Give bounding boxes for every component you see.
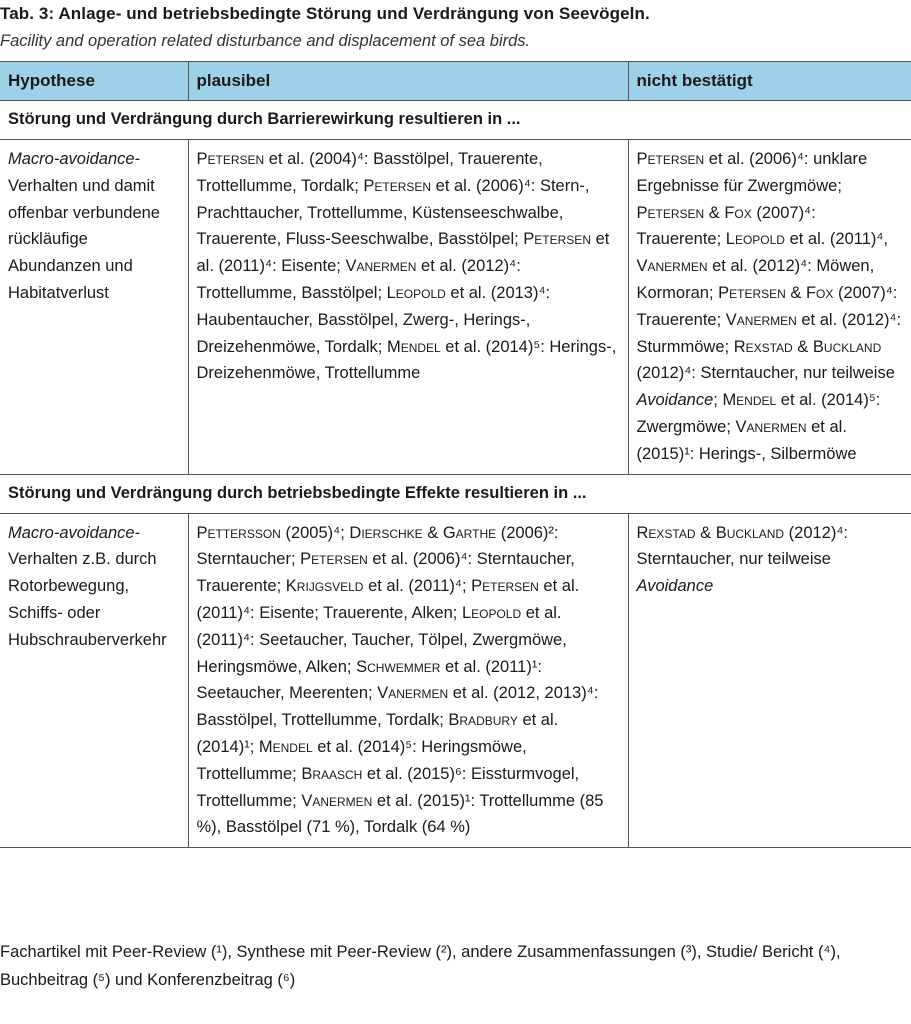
citation-author: Dierschke & Garthe: [349, 523, 497, 542]
citation-author: Rexstad & Buckland: [636, 523, 785, 542]
citation-author: Vanermen: [345, 257, 417, 276]
hypothesis-term: Macro-avoidance: [8, 150, 135, 168]
citation-text: et al. (2013)⁴: Haubentaucher, Basstölpel, Zwerg-, Herings-, Dreizehenmöwe, Tordalk;: [196, 283, 551, 356]
citation-text: et al. (2012)⁴: Möwen, Kormoran;: [636, 257, 875, 302]
citation-text: et al. (2011)⁴: Seetaucher, Taucher, Tölpel, Zwergmöwe, Heringsmöwe, Alken;: [196, 603, 567, 676]
citation-text: et al. (2011)⁴: Eisente; Trauerente, Alken;: [196, 577, 580, 622]
table-row: [0, 513, 911, 848]
citation-author: Pettersson: [196, 523, 281, 542]
table-row: [0, 140, 911, 475]
citation-author: Leopold: [461, 603, 522, 622]
citation-author: Petersen: [363, 176, 432, 195]
citation-text: et al. (2014)⁵: Zwergmöwe;: [636, 391, 881, 436]
citation-author: Petersen: [471, 577, 539, 596]
hypothesis-cell: [0, 513, 188, 848]
citation-author: Petersen: [636, 150, 705, 168]
citation-author: Petersen: [300, 550, 368, 569]
citation-author: Vanermen: [301, 791, 373, 810]
table-title: Tab. 3: Anlage- und betriebsbedingte Störung und Verdrängung von Seevögeln.: [0, 4, 650, 23]
nicht-bestaetigt-cell: [628, 513, 911, 848]
citation-author: Petersen: [523, 230, 591, 249]
nicht-bestaetigt-cell: [628, 140, 911, 475]
citation-author: Mendel: [258, 737, 313, 756]
plausibel-cell: [188, 140, 628, 475]
citation-text: et al. (2006)⁴: Stern-, Prachttaucher, Trottellumme, Küstenseeschwalbe, Trauerente, Fluss-Seeschwalbe, Basstölpel;: [196, 176, 590, 249]
citation-text: (2007)⁴: Trauerente;: [636, 203, 816, 249]
italic-term: Avoidance: [636, 391, 714, 410]
citation-text: et al. (2006)⁴: unklare Ergebnisse für Zwergmöwe;: [636, 150, 868, 195]
citation-author: Bradbury: [448, 711, 518, 730]
table-footnote: Fachartikel mit Peer-Review (¹), Synthese mit Peer-Review (²), andere Zusammenfassungen (³), Studie/ Bericht (⁴), Buchbeitrag (⁵) und Konferenzbeitrag (⁶): [0, 943, 841, 989]
citation-text: et al. (2011)⁴,: [784, 230, 889, 249]
italic-term: Avoidance: [636, 577, 714, 596]
citation-text: et al. (2004)⁴: Basstölpel, Trauerente, Trottellumme, Tordalk;: [196, 150, 543, 195]
citation-text: et al. (2012, 2013)⁴: Basstölpel, Trottellumme, Tordalk;: [196, 684, 599, 730]
citation-text: et al. (2015)¹: Herings-, Silbermöwe: [636, 417, 857, 463]
citation-text: et al. (2006)⁴: Sterntaucher, Trauerente;: [196, 550, 575, 596]
header-nicht-bestaetigt: nicht bestätigt: [628, 62, 911, 101]
citation-text: et al. (2011)⁴;: [363, 577, 472, 596]
citation-text: (2012)⁴: Sterntaucher, nur teilweise: [636, 364, 895, 383]
header-hypothese: Hypothese: [0, 62, 188, 101]
findings-table: [0, 61, 911, 848]
hypothesis-text: -Verhalten und damit offenbar verbundene rückläufige Abundanzen und Habitatverlust: [8, 150, 160, 302]
section-heading-row: [0, 101, 911, 140]
citation-text: (2006)²: Sterntaucher;: [196, 523, 559, 569]
citation-author: Mendel: [386, 337, 441, 356]
citation-author: Leopold: [725, 230, 785, 249]
hypothesis-term: Macro-avoidance: [8, 523, 135, 542]
table-subtitle: Facility and operation related disturbance and displacement of sea birds.: [0, 32, 531, 50]
citation-author: Vanermen: [725, 310, 797, 329]
citation-author: Schwemmer: [356, 657, 441, 676]
header-plausibel: plausibel: [188, 62, 628, 101]
citation-author: Braasch: [301, 764, 363, 783]
hypothesis-text: -Verhalten z.B. durch Rotorbewegung, Schiffs- oder Hubschrauberverkehr: [8, 523, 167, 649]
hypothesis-cell: [0, 140, 188, 475]
citation-text: et al. (2015)¹: Trottellumme (85 %), Basstölpel (71 %), Tordalk (64 %): [196, 791, 604, 837]
section-heading: Störung und Verdrängung durch Barrierewirkung resultieren in ...: [0, 101, 911, 140]
citation-text: (2007)⁴: Trauerente;: [636, 283, 898, 329]
citation-text: et al. (2014)¹;: [196, 711, 559, 756]
citation-author: Mendel: [722, 391, 777, 410]
citation-author: Petersen & Fox: [718, 283, 834, 302]
citation-text: et al. (2012)⁴: Sturmmöwe;: [636, 310, 902, 356]
citation-author: Vanermen: [735, 417, 807, 436]
section-heading: Störung und Verdrängung durch betriebsbedingte Effekte resultieren in ...: [0, 474, 911, 513]
citation-text: (2005)⁴;: [280, 523, 350, 542]
section-heading-row: [0, 474, 911, 513]
citation-author: Leopold: [386, 283, 446, 302]
citation-author: Petersen: [196, 150, 265, 168]
citation-text: ;: [713, 391, 723, 410]
citation-author: Vanermen: [636, 257, 708, 276]
citation-author: Rexstad & Buckland: [733, 337, 882, 356]
citation-author: Petersen & Fox: [636, 203, 752, 222]
citation-text: et al. (2011)⁴: Eisente;: [196, 230, 610, 276]
citation-text: et al. (2011)¹: Seetaucher, Meerenten;: [196, 657, 542, 703]
citation-text: et al. (2012)⁴: Trottellumme, Basstölpel;: [196, 257, 521, 302]
citation-author: Krijgsveld: [285, 577, 364, 596]
citation-text: et al. (2014)⁵: Heringsmöwe, Trottellumme;: [196, 737, 527, 783]
citation-author: Vanermen: [377, 684, 449, 703]
citation-text: (2012)⁴: Sterntaucher, nur teilweise: [636, 523, 849, 569]
citation-text: et al. (2015)⁶: Eissturmvogel, Trottellumme;: [196, 764, 580, 810]
header-row: [0, 62, 911, 101]
citation-text: et al. (2014)⁵: Herings-, Dreizehenmöwe, Trottellumme: [196, 337, 617, 383]
plausibel-cell: [188, 513, 628, 848]
